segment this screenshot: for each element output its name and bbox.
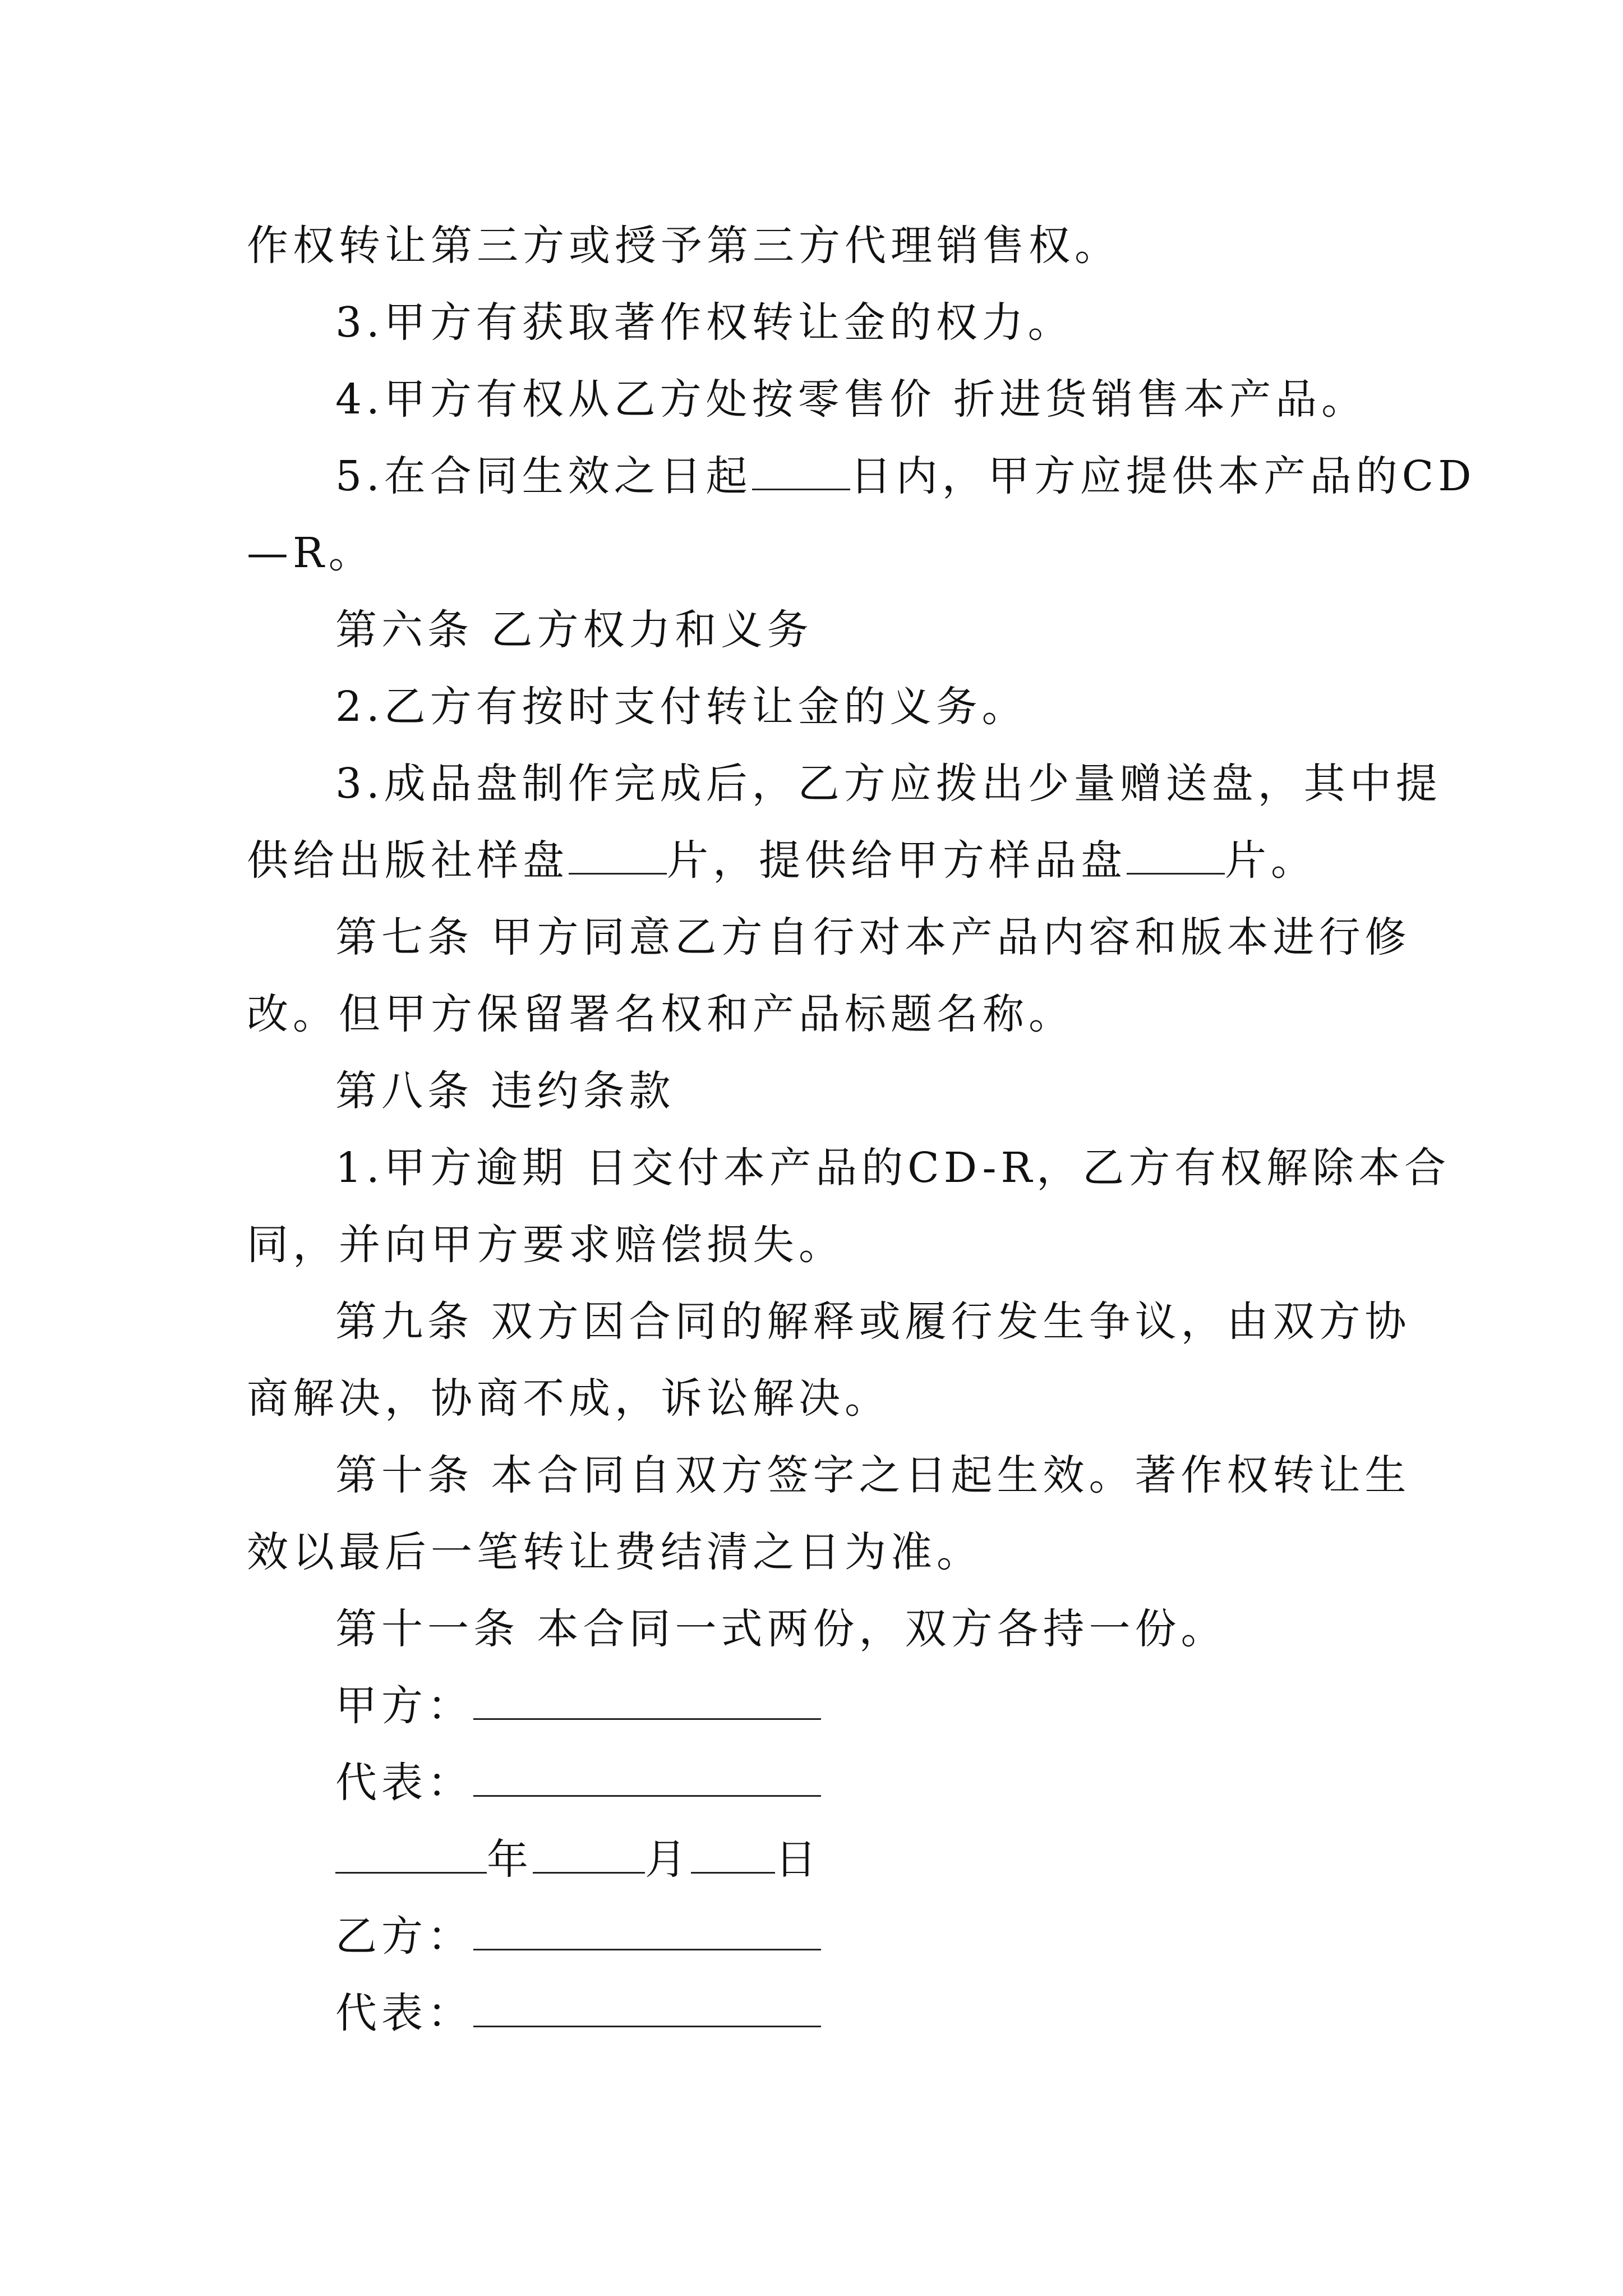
party-b-signature-row: 乙方： [247, 1898, 1385, 1975]
day-field[interactable] [691, 1838, 775, 1874]
party-b-representative-row: 代表： [247, 1975, 1385, 2052]
party-b-representative-field[interactable] [473, 1992, 821, 2027]
paragraph-line: 改。但甲方保留署名权和产品标题名称。 [247, 990, 1075, 1038]
party-b-signature-field[interactable] [473, 1915, 821, 1950]
publisher-sample-blank[interactable] [569, 839, 667, 875]
paragraph-line: 供给出版社样盘 片，提供给甲方样品盘 片。 [247, 836, 1317, 885]
clause-item: 4.甲方有权从乙方处按零售价 折进货销售本产品。 [335, 375, 1368, 424]
party-a-representative-field[interactable] [473, 1761, 821, 1797]
party-a-signature-row: 甲方： [247, 1668, 1385, 1745]
paragraph-line: 商解决，协商不成，诉讼解决。 [247, 1374, 891, 1423]
year-field[interactable] [335, 1838, 487, 1874]
article-heading: 第十一条 本合同一式两份，双方各持一份。 [335, 1605, 1227, 1653]
month-field[interactable] [533, 1838, 645, 1874]
article-heading: 第七条 甲方同意乙方自行对本产品内容和版本进行修 [335, 913, 1411, 961]
paragraph-line: 效以最后一笔转让费结清之日为准。 [247, 1528, 983, 1576]
paragraph-line: —R。 [247, 529, 375, 577]
clause-item: 2.乙方有按时支付转让金的义务。 [335, 683, 1028, 731]
clause-item: 3.甲方有获取著作权转让金的权力。 [335, 298, 1074, 347]
clause-item: 5.在合同生效之日起 日内，甲方应提供本产品的CD [335, 452, 1476, 500]
party-a-sample-blank[interactable] [1127, 839, 1225, 875]
clause-item: 1.甲方逾期 日交付本产品的CD-R，乙方有权解除本合 [335, 1144, 1451, 1192]
paragraph-line: 同，并向甲方要求赔偿损失。 [247, 1221, 845, 1269]
article-heading: 第八条 违约条款 [335, 1067, 675, 1115]
party-a-representative-row: 代表： [247, 1745, 1385, 1821]
contract-page [247, 208, 1476, 2052]
article-heading: 第十条 本合同自双方签字之日起生效。著作权转让生 [335, 1451, 1411, 1499]
days-blank[interactable] [752, 455, 850, 490]
date-row: 年 月 日 [247, 1821, 1385, 1898]
clause-item: 3.成品盘制作完成后，乙方应拨出少量赠送盘，其中提 [335, 760, 1442, 808]
party-a-signature-field[interactable] [473, 1685, 821, 1720]
article-heading: 第九条 双方因合同的解释或履行发生争议，由双方协 [335, 1297, 1411, 1346]
paragraph-line: 作权转让第三方或授予第三方代理销售权。 [247, 222, 1121, 270]
article-heading: 第六条 乙方权力和义务 [335, 606, 813, 654]
